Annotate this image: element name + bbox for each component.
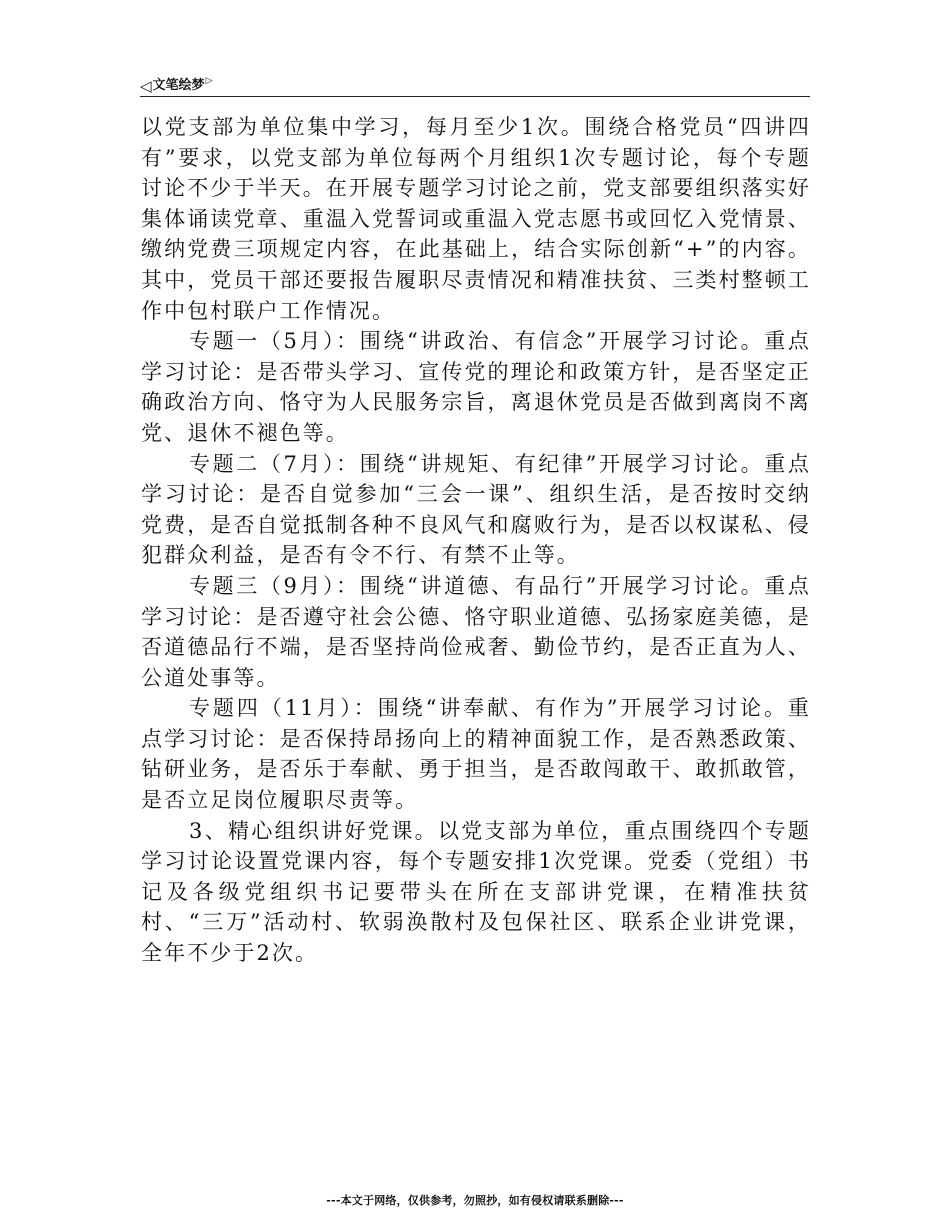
paragraph-topic-4: 专题四（11月）：围绕“讲奉献、有作为”开展学习讨论。重点学习讨论：是否保持昂扬向上的精神面貌工作，是否熟悉政策、钻研业务，是否乐于奉献、勇于担当，是否敢闯敢干、敢抓敢管，是否立足岗位履职尽责等。 <box>141 696 811 813</box>
paragraph-topic-3: 专题三（9月）：围绕“讲道德、有品行”开展学习讨论。重点学习讨论：是否遵守社会公德、恪守职业道德、弘扬家庭美德，是否道德品行不端，是否坚持尚俭戒奢、勤俭节约，是否正直为人、公道处事等。 <box>141 573 811 690</box>
paragraph-continued: 以党支部为单位集中学习，每月至少1次。围绕合格党员“四讲四有”要求，以党支部为单位每两个月组织1次专题讨论，每个专题讨论不少于半天。在开展专题学习讨论之前，党支部要组织落实好集体诵读党章、重温入党誓词或重温入党志愿书或回忆入党情景、缴纳党费三项规定内容，在此基础上，结合实际创新“+”的内容。其中，党员干部还要报告履职尽责情况和精准扶贫、三类村整顿工作中包村联户工作情况。 <box>141 115 811 323</box>
document-body <box>141 112 811 969</box>
page-footer-disclaimer: ---本文于网络，仅供参考，勿照抄，如有侵权请联系删除--- <box>326 1194 624 1207</box>
left-triangle-icon: ◁ <box>140 77 152 95</box>
header-title: 文笔绘梦 <box>152 78 205 93</box>
right-triangle-icon: ▷ <box>205 76 213 86</box>
paragraph-topic-2: 专题二（7月）：围绕“讲规矩、有纪律”开展学习讨论。重点学习讨论：是否自觉参加“三会一课”、组织生活，是否按时交纳党费，是否自觉抵制各种不良风气和腐败行为，是否以权谋私、侵犯群众利益，是否有令不行、有禁不止等。 <box>141 451 811 568</box>
paragraph-party-lecture: 3、精心组织讲好党课。以党支部为单位，重点围绕四个专题学习讨论设置党课内容，每个专题安排1次党课。党委（党组）书记及各级党组织书记要带头在所在支部讲党课，在精准扶贫村、“三万”活动村、软弱涣散村及包保社区、联系企业讲党课，全年不少于2次。 <box>141 818 811 966</box>
page-header <box>140 72 810 97</box>
paragraph-topic-1: 专题一（5月）：围绕“讲政治、有信念”开展学习讨论。重点学习讨论：是否带头学习、宣传党的理论和政策方针，是否坚定正确政治方向、恪守为人民服务宗旨，离退休党员是否做到离岗不离党、退休不褪色等。 <box>141 329 811 445</box>
